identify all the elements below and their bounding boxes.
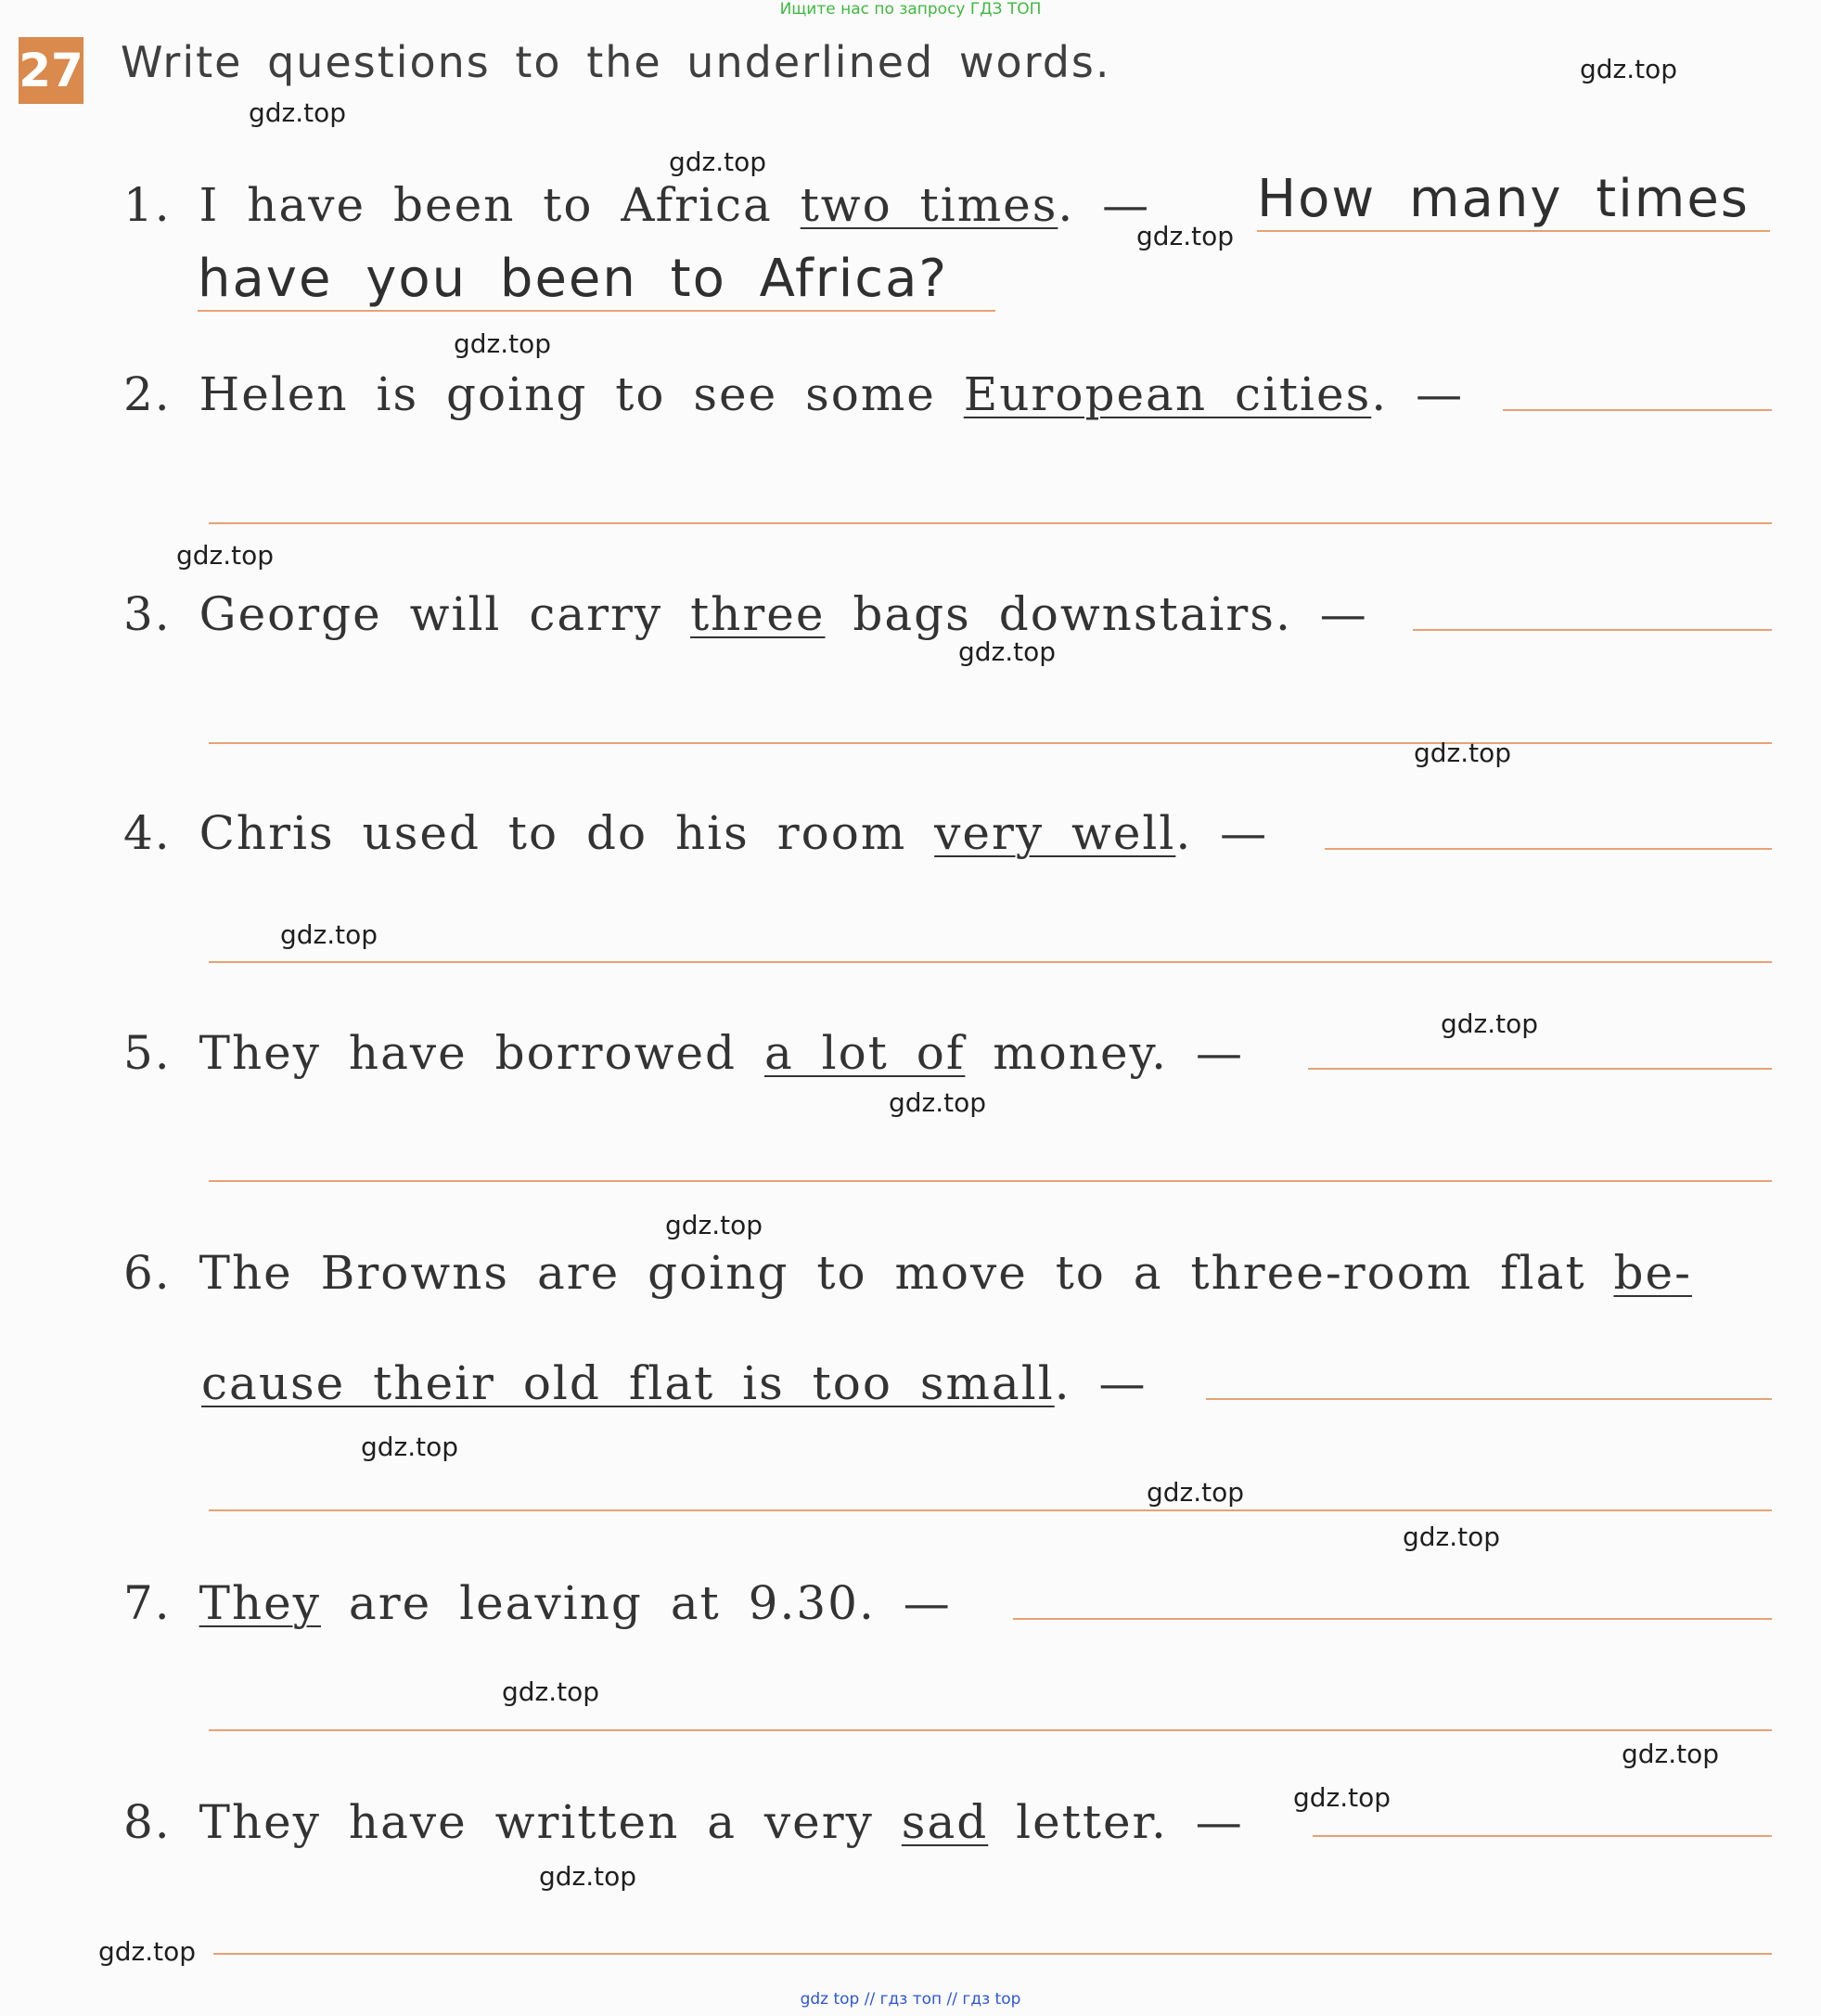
sentence-8: 8. They have written a very sad letter. —	[123, 1795, 1244, 1849]
underlined-words: very well	[934, 806, 1176, 860]
answer-line[interactable]	[1308, 1068, 1772, 1070]
sentence-2: 2. Helen is going to see some European cities. —	[123, 367, 1465, 421]
sentence-4: 4. Chris used to do his room very well. —	[123, 806, 1269, 860]
answer-line[interactable]	[209, 742, 1772, 744]
watermark: gdz.top	[1147, 1477, 1245, 1508]
answer-line	[198, 310, 995, 312]
underlined-words: be-	[1613, 1246, 1692, 1300]
watermark: gdz.top	[1136, 221, 1235, 251]
item-number: 4.	[123, 806, 172, 860]
watermark: gdz.top	[280, 919, 378, 950]
item-number: 5.	[123, 1026, 172, 1080]
watermark: gdz.top	[958, 636, 1057, 667]
answer-line[interactable]	[1413, 629, 1772, 631]
answer-line[interactable]	[209, 1729, 1772, 1731]
underlined-words: cause their old flat is too small	[201, 1356, 1055, 1410]
watermark: gdz.top	[669, 147, 767, 177]
answer-1-line-1: How many times	[1257, 169, 1750, 229]
watermark: gdz.top	[454, 328, 552, 359]
watermark: gdz.top	[502, 1676, 600, 1707]
top-banner[interactable]: Ищите нас по запросу ГДЗ ТОП	[779, 0, 1042, 19]
watermark: gdz.top	[1293, 1782, 1391, 1813]
watermark: gdz.top	[1622, 1739, 1720, 1769]
watermark: gdz.top	[1403, 1522, 1501, 1552]
answer-line[interactable]	[209, 961, 1772, 963]
item-number: 6.	[123, 1246, 172, 1300]
answer-line[interactable]	[1013, 1618, 1772, 1620]
underlined-words: sad	[901, 1795, 989, 1849]
underlined-words: three	[690, 587, 826, 641]
watermark: gdz.top	[665, 1210, 763, 1240]
answer-line[interactable]	[1313, 1835, 1772, 1837]
answer-line[interactable]	[213, 1953, 1772, 1955]
item-number: 7.	[123, 1576, 172, 1630]
answer-line[interactable]	[209, 522, 1772, 524]
item-number: 2.	[123, 367, 172, 421]
watermark: gdz.top	[249, 97, 347, 128]
watermark: gdz.top	[1414, 738, 1512, 768]
answer-line[interactable]	[1206, 1398, 1772, 1400]
answer-line[interactable]	[209, 1180, 1772, 1182]
watermark: gdz.top	[98, 1936, 197, 1967]
item-number: 8.	[123, 1795, 172, 1849]
sentence-6-continued: cause their old flat is too small. —	[201, 1356, 1148, 1410]
watermark: gdz.top	[176, 540, 275, 571]
answer-1-line-2: have you been to Africa?	[198, 249, 949, 309]
item-number: 3.	[123, 587, 172, 641]
sentence-3: 3. George will carry three bags downstairs. —	[123, 587, 1368, 641]
answer-line[interactable]	[209, 1509, 1772, 1511]
sentence-5: 5. They have borrowed a lot of money. —	[123, 1026, 1244, 1080]
watermark: gdz.top	[889, 1087, 987, 1118]
watermark: gdz.top	[1580, 54, 1678, 84]
watermark: gdz.top	[361, 1432, 459, 1462]
item-number: 1.	[123, 178, 172, 232]
answer-line[interactable]	[1325, 848, 1772, 850]
watermark: gdz.top	[1441, 1008, 1539, 1039]
answer-line	[1257, 230, 1770, 232]
underlined-words: a lot of	[763, 1026, 966, 1080]
underlined-words: European cities	[963, 367, 1372, 421]
bottom-banner[interactable]: gdz top // гдз топ // гдз top	[800, 1990, 1021, 2009]
answer-line[interactable]	[1503, 409, 1772, 411]
watermark: gdz.top	[539, 1861, 637, 1892]
exercise-instruction: Write questions to the underlined words.	[121, 37, 1111, 87]
exercise-number-badge: 27	[19, 37, 83, 104]
sentence-6: 6. The Browns are going to move to a three-room flat be-	[123, 1246, 1692, 1300]
underlined-words: They	[199, 1576, 322, 1630]
sentence-7: 7. They are leaving at 9.30. —	[123, 1576, 952, 1630]
underlined-words: two times	[800, 178, 1058, 232]
sentence-1: 1. I have been to Africa two times. —	[123, 178, 1151, 232]
